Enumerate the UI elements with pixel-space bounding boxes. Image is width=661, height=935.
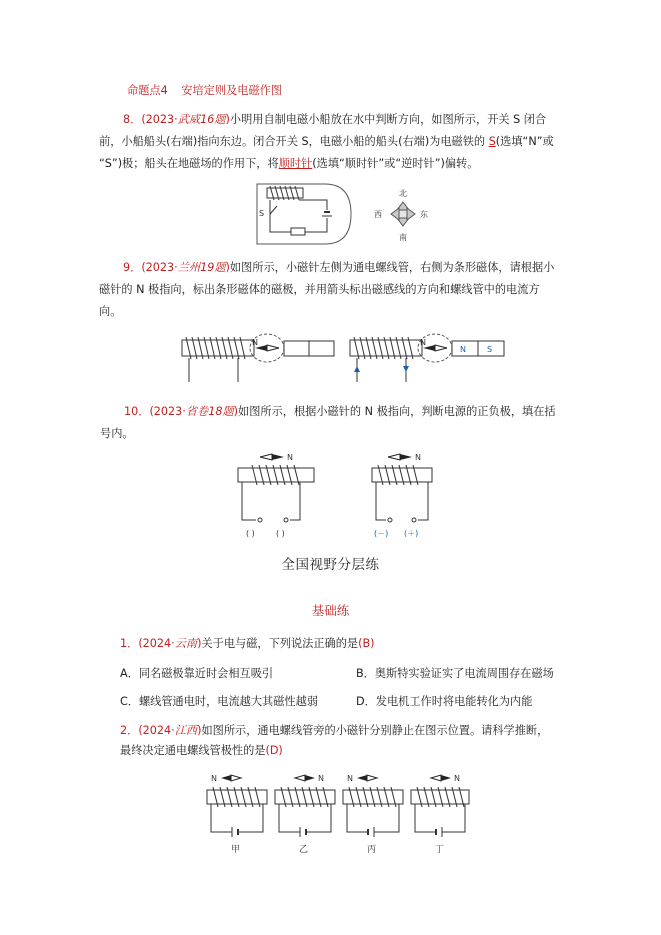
source-close: ) — [225, 113, 230, 126]
source-city: 云南 — [174, 637, 198, 650]
source-open: (2023· — [149, 405, 186, 418]
terminal — [388, 518, 392, 522]
compass-needle — [435, 345, 447, 351]
polarity-blank: ( ) — [276, 529, 285, 538]
needle-n-label: N — [318, 774, 324, 783]
source-close: ) — [233, 405, 239, 418]
circuit-wire — [418, 482, 428, 520]
needle-n-label: N — [211, 774, 217, 783]
figure-label-jia: 甲 — [231, 845, 241, 855]
polarity-answer: (－) — [374, 529, 389, 538]
source-city: 省卷18题 — [185, 405, 234, 418]
terminal — [258, 518, 262, 522]
question-1 — [120, 633, 590, 655]
answer-blank: 顺时针 — [278, 157, 313, 170]
question-number: 9． — [123, 261, 142, 274]
circuit-wire — [299, 200, 327, 210]
source-open: (2023· — [141, 113, 178, 126]
question-8 — [99, 109, 563, 175]
question-number: 1． — [120, 637, 139, 650]
sub-section-label: 基础练 — [311, 603, 350, 618]
figure-label-ding: 丁 — [435, 845, 445, 855]
compass-needle — [400, 454, 412, 460]
circuit-wire — [270, 200, 291, 232]
circuit-wire — [305, 218, 327, 232]
needle-n-label: N — [287, 453, 293, 462]
circuit-wire — [376, 482, 386, 520]
question-text: 如图所示，根据小磁针的 N 极指向，判断电源的正负极，填在括 — [238, 405, 556, 418]
option-b: B．奥斯特实验证实了电流周围存在磁场 — [356, 667, 554, 680]
switch — [270, 206, 277, 214]
compass-west: 西 — [374, 210, 382, 219]
question-text: 如图所示，小磁针左侧为通电螺线管，右侧为条形磁体，请根据小 — [229, 261, 555, 274]
needle-n-label: N — [252, 338, 258, 347]
option-d: D．发电机工作时将电能转化为内能 — [356, 695, 533, 708]
compass-south: 南 — [399, 233, 407, 242]
option-a: A．同名磁极靠近时会相互吸引 — [120, 667, 274, 680]
question-10 — [100, 401, 569, 445]
power-polarity-figure — [232, 448, 442, 542]
current-arrow — [354, 366, 360, 372]
question-text: 磁针的 N 极指向，标出条形磁体的磁极，并用箭头标出磁感线的方向和螺线管中的电流方 — [99, 283, 540, 296]
circuit-wire — [290, 482, 300, 520]
source-close: ) — [225, 261, 230, 274]
switch-label: S — [259, 209, 265, 218]
answer: (D) — [265, 744, 283, 757]
circuit-wire — [242, 482, 256, 520]
section-title-2: 全国视野分层练 — [281, 557, 380, 573]
compass-east: 东 — [420, 210, 428, 219]
polarity-blank: ( ) — [246, 529, 255, 538]
question-text: 前，小船船头(右端)指向东边。闭合开关 S，电磁小船的船头(右端)为电磁铁的 — [99, 135, 489, 148]
needle-n-label: N — [415, 453, 421, 462]
question-text: 如图所示，通电螺线管旁的小磁针分别静止在图示位置。请科学推断， — [201, 724, 549, 737]
answer: (B) — [358, 637, 375, 650]
bar-pole-s: S — [487, 345, 493, 354]
current-arrow — [403, 366, 409, 372]
sub-section-title — [0, 601, 661, 619]
source-open: (2024· — [138, 637, 175, 650]
solenoid-bing — [343, 774, 403, 837]
source-city: 兰州19题 — [177, 261, 226, 274]
question-9 — [99, 257, 568, 323]
source-city: 武威16题 — [177, 113, 226, 126]
four-solenoids-figure — [203, 770, 473, 858]
compass-needle — [388, 454, 400, 460]
compass-needle — [272, 454, 284, 460]
needle-n-label: N — [347, 774, 353, 783]
source-close: ) — [197, 637, 202, 650]
question-text: 最终决定通电螺线管极性的是 — [120, 744, 266, 757]
section-heading — [127, 80, 282, 102]
question-text: 关于电与磁，下列说法正确的是 — [201, 637, 359, 650]
solenoid-yi — [275, 774, 335, 837]
question-number: 2． — [120, 724, 139, 737]
section-title: 安培定则及电磁作图 — [181, 84, 282, 97]
compass-needle — [267, 345, 279, 351]
figure-label-bing: 丙 — [367, 845, 377, 855]
source-open: (2024· — [138, 724, 175, 737]
compass-needle — [260, 454, 272, 460]
question-text: (选填“顺时针”或“逆时针”)偏转。 — [312, 157, 479, 170]
solenoid-bar-magnet-figure — [178, 328, 508, 386]
question-text: “S”)极；船头在地磁场的作用下，将 — [99, 157, 279, 170]
bar-pole-n: N — [460, 345, 466, 354]
terminal — [412, 518, 416, 522]
needle-n-label: N — [454, 774, 460, 783]
section-label: 命题点4 — [127, 84, 168, 97]
solenoid-ding — [411, 774, 469, 837]
needle-n-label: N — [420, 338, 426, 347]
answer-blank: S — [488, 135, 496, 148]
question-number: 8． — [123, 113, 142, 126]
question-number: 10． — [124, 405, 150, 418]
resistor — [291, 228, 305, 235]
terminal — [284, 518, 288, 522]
boat-circuit-figure — [255, 180, 435, 248]
solenoid-jia — [207, 774, 267, 837]
compass-north: 北 — [399, 189, 407, 198]
figure-label-yi: 乙 — [299, 845, 309, 855]
question-text: 号内。 — [100, 427, 134, 440]
source-city: 江西 — [174, 724, 198, 737]
polarity-answer: (＋) — [404, 529, 419, 538]
source-close: ) — [197, 724, 202, 737]
source-open: (2023· — [141, 261, 178, 274]
question-text: 向。 — [99, 305, 122, 318]
compass-rose — [391, 202, 415, 226]
question-text: 小明用自制电磁小船放在水中判断方向，如图所示，开关 S 闭合 — [229, 113, 547, 126]
question-2 — [120, 720, 590, 762]
option-c: C．螺线管通电时，电流越大其磁性越弱 — [120, 695, 319, 708]
question-text: (选填“N”或 — [495, 135, 554, 148]
